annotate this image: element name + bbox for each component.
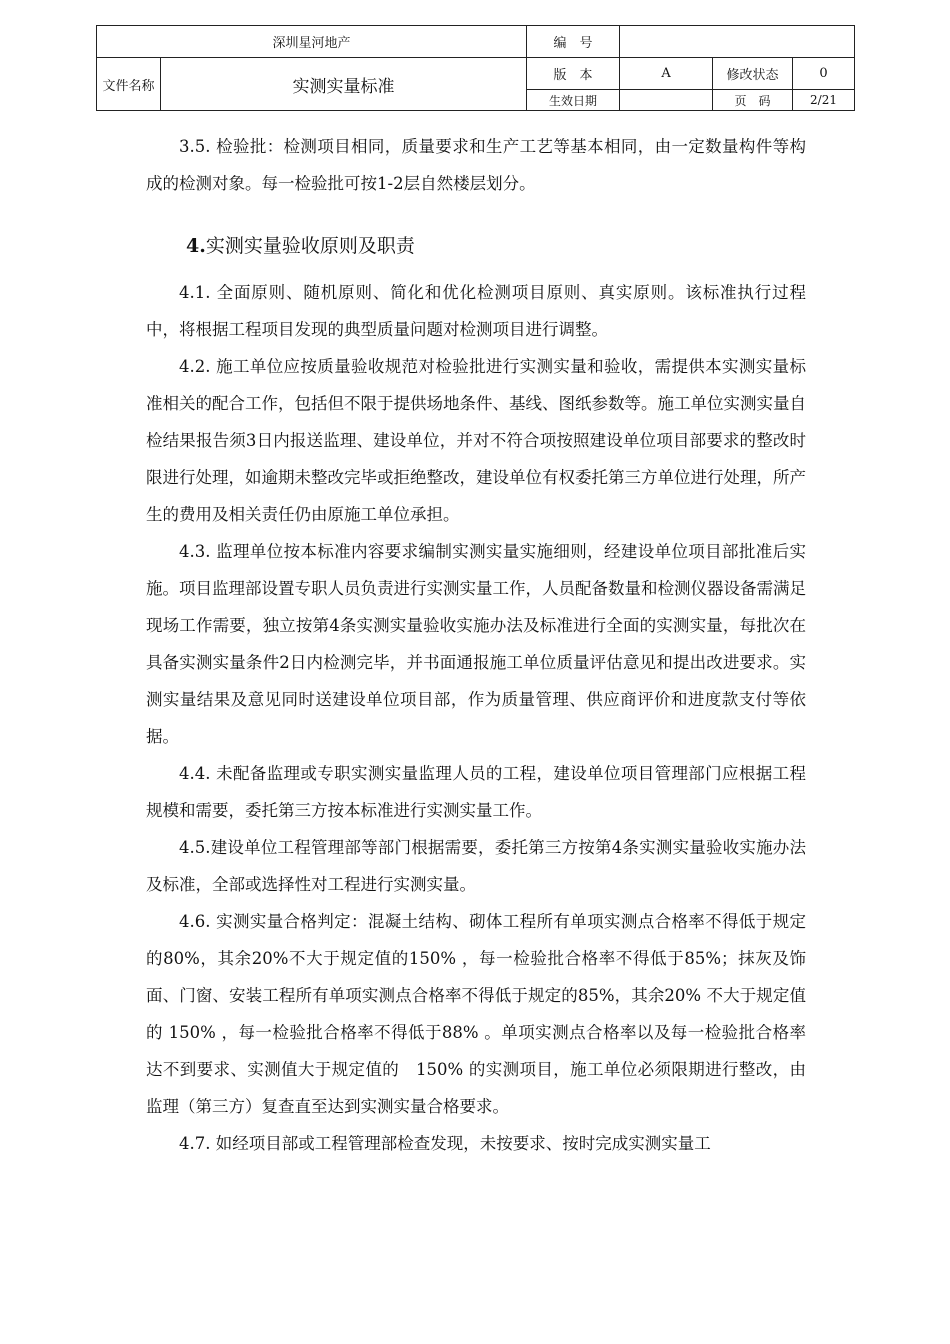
revision-label: 修改状态 (713, 58, 793, 90)
revision-value: 0 (793, 58, 855, 90)
paragraph-4-2: 4.2. 施工单位应按质量验收规范对检验批进行实测实量和验收，需提供本实测实量标准相关的配合工作，包括但不限于提供场地条件、基线、图纸参数等。施工单位实测实量自检结果报告须3日内报送监理、建设单位，并对不符合项按照建设单位项目部要求的整改时限进行处理，如逾期未整改完毕或拒绝整改，建设单位有权委托第三方单位进行处理，所产生的费用及相关责任仍由原施工单位承担。 (146, 357, 806, 524)
paragraph-4-5: 4.5.建设单位工程管理部等部门根据需要，委托第三方按第4条实测实量验收实施办法及标准，全部或选择性对工程进行实测实量。 (146, 838, 806, 894)
effective-date-value (620, 90, 713, 111)
header-table (96, 25, 855, 111)
page-number: 2/21 (793, 90, 855, 111)
document-body (146, 128, 806, 1162)
company-name: 深圳星河地产 (97, 26, 527, 58)
paragraph-4-1: 4.1. 全面原则、随机原则、简化和优化检测项目原则、真实原则。该标准执行过程中，将根据工程项目发现的典型质量问题对检测项目进行调整。 (146, 283, 806, 339)
paragraph-3-5: 3.5. 检验批：检测项目相同，质量要求和生产工艺等基本相同，由一定数量构件等构成的检测对象。每一检验批可按1-2层自然楼层划分。 (146, 137, 806, 193)
paragraph-4-4: 4.4. 未配备监理或专职实测实量监理人员的工程，建设单位项目管理部门应根据工程规模和需要，委托第三方按本标准进行实测实量工作。 (146, 764, 806, 820)
section-4-title: 实测实量验收原则及职责 (205, 235, 415, 257)
file-name-label: 文件名称 (97, 58, 161, 111)
paragraph-4-3: 4.3. 监理单位按本标准内容要求编制实测实量实施细则，经建设单位项目部批准后实施。项目监理部设置专职人员负责进行实测实量工作，人员配备数量和检测仪器设备需满足现场工作需要，独立按第4条实测实量验收实施办法及标准进行全面的实测实量，每批次在具备实测实量条件2日内检测完毕，并书面通报施工单位质量评估意见和提出改进要求。实测实量结果及意见同时送建设单位项目部，作为质量管理、供应商评价和进度款支付等依据。 (146, 542, 806, 746)
paragraph-4-6: 4.6. 实测实量合格判定：混凝土结构、砌体工程所有单项实测点合格率不得低于规定的80%，其余20%不大于规定值的150% ，每一检验批合格率不得低于85%；抹灰及饰面、门窗、安装工程所有单项实测点合格率不得低于规定的85%，其余20% 不大于规定值的 150% ，每一检验批合格率不得低于88% 。单项实测点合格率以及每一检验批合格率达不到要求、实测值大于规定值的 150% 的实测项目，施工单位必须限期进行整改，由监理（第三方）复查直至达到实测实量合格要求。 (146, 912, 806, 1116)
document-title: 实测实量标准 (161, 58, 527, 111)
version-value: A (620, 58, 713, 90)
number-value (620, 26, 855, 58)
section-4-number: 4. (186, 235, 206, 257)
version-label: 版 本 (527, 58, 620, 90)
section-4-heading (146, 224, 806, 268)
page-label: 页 码 (713, 90, 793, 111)
number-label: 编 号 (527, 26, 620, 58)
paragraph-4-7: 4.7. 如经项目部或工程管理部检查发现，未按要求、按时完成实测实量工 (179, 1134, 711, 1153)
effective-date-label: 生效日期 (527, 90, 620, 111)
